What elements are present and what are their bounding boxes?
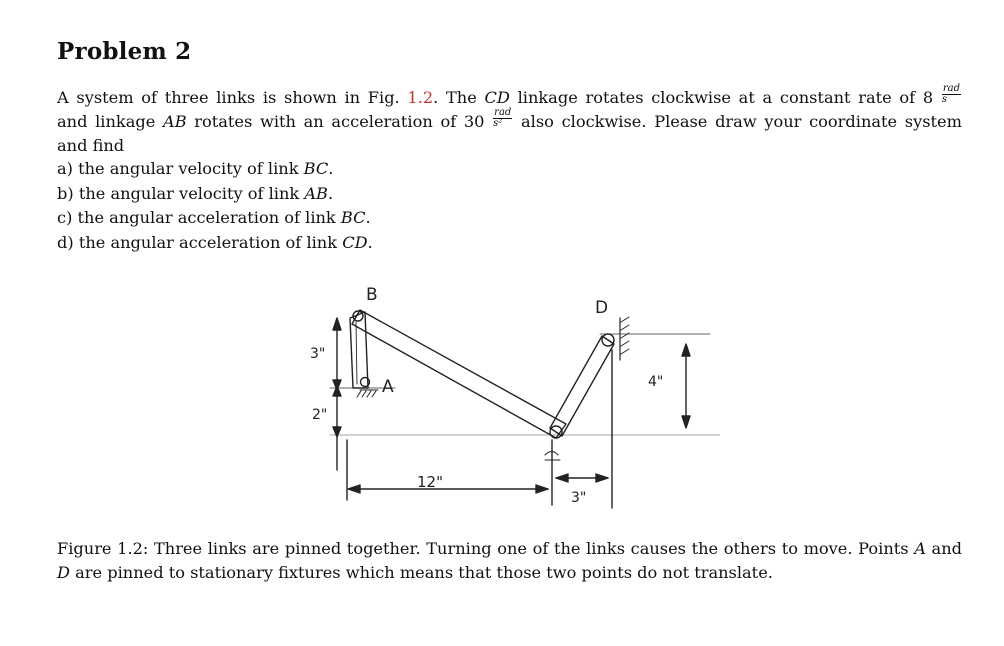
question-item-c	[57, 206, 373, 231]
figure-caption	[57, 537, 962, 585]
item-suffix: .	[328, 159, 334, 178]
dim-arrow-right	[536, 485, 548, 493]
point-a-symbol: A	[914, 539, 926, 558]
label-d: D	[595, 298, 609, 318]
problem-statement	[57, 83, 962, 158]
point-d-symbol: D	[57, 563, 70, 582]
dim-arrow-down	[682, 416, 690, 428]
label-dim-3-left: 3"	[310, 346, 326, 362]
centerline-mark-icon	[545, 452, 560, 467]
statement-line-2	[57, 107, 962, 134]
statement-line-3: and find	[57, 136, 125, 155]
link-ab-symbol: AB	[163, 112, 187, 131]
text-span: rotates with an acceleration of 30	[186, 112, 493, 131]
dim-arrow-down	[333, 427, 341, 437]
label-dim-2-left: 2"	[312, 407, 328, 423]
label-dim-3-bottom: 3"	[571, 490, 587, 506]
text-span: A system of three links is shown in Fig.	[57, 88, 408, 107]
link-symbol: AB	[304, 183, 328, 203]
link-cd-symbol: CD	[484, 88, 510, 107]
caption-text: and	[931, 539, 962, 558]
question-item-a	[57, 157, 373, 182]
item-suffix: .	[327, 183, 334, 203]
question-list	[57, 157, 373, 255]
item-text: c) the angular acceleration of link	[57, 208, 341, 227]
item-suffix: .	[365, 208, 371, 227]
label-a: A	[382, 377, 394, 397]
item-suffix: .	[367, 232, 373, 252]
dim-arrow-left	[348, 485, 360, 493]
problem-title: Problem 2	[57, 38, 192, 65]
ground-hatch-a	[357, 390, 378, 397]
item-text: b) the angular velocity of link	[57, 183, 305, 203]
link-ab-inner-line	[356, 322, 357, 384]
label-b: B	[366, 285, 378, 305]
fraction-numerator: rad	[494, 107, 512, 118]
fraction-denominator: s²	[493, 118, 503, 129]
text-span: and linkage	[57, 112, 163, 131]
label-dim-4: 4"	[648, 374, 664, 390]
caption-text: Figure 1.2: Three links are pinned together. Turning one of the links causes the others to move. Points	[57, 539, 915, 558]
linkage-sketch	[300, 280, 720, 520]
item-text: a) the angular velocity of link	[57, 159, 304, 178]
figure-reference-link[interactable]: 1.2	[407, 88, 434, 107]
text-span: also clockwise. Please draw your coordinate system	[513, 112, 962, 131]
dim-arrow	[333, 386, 341, 396]
text-span: . The	[433, 88, 485, 107]
caption-text: are pinned to stationary fixtures which means that those two points do not translate.	[69, 563, 773, 582]
link-symbol: BC	[340, 208, 366, 227]
question-item-b	[57, 182, 373, 207]
acceleration-unit-fraction	[493, 108, 512, 129]
dim-arrow-up	[333, 318, 341, 330]
label-dim-12: 12"	[417, 473, 443, 491]
text-span: linkage rotates clockwise at a constant rate of 8	[509, 88, 941, 107]
dim-arrow-right	[596, 474, 608, 482]
link-symbol: CD	[342, 232, 368, 252]
link-symbol: BC	[303, 159, 329, 178]
link-bc	[352, 310, 566, 438]
fraction-numerator: rad	[942, 83, 960, 94]
ground-hatch-d	[621, 317, 629, 354]
question-item-d	[57, 231, 373, 256]
dim-arrow-up	[682, 344, 690, 356]
dim-arrow-left	[556, 474, 568, 482]
item-text: d) the angular acceleration of link	[57, 232, 343, 252]
rate-unit-fraction	[942, 84, 961, 105]
fraction-denominator: s	[941, 94, 947, 105]
